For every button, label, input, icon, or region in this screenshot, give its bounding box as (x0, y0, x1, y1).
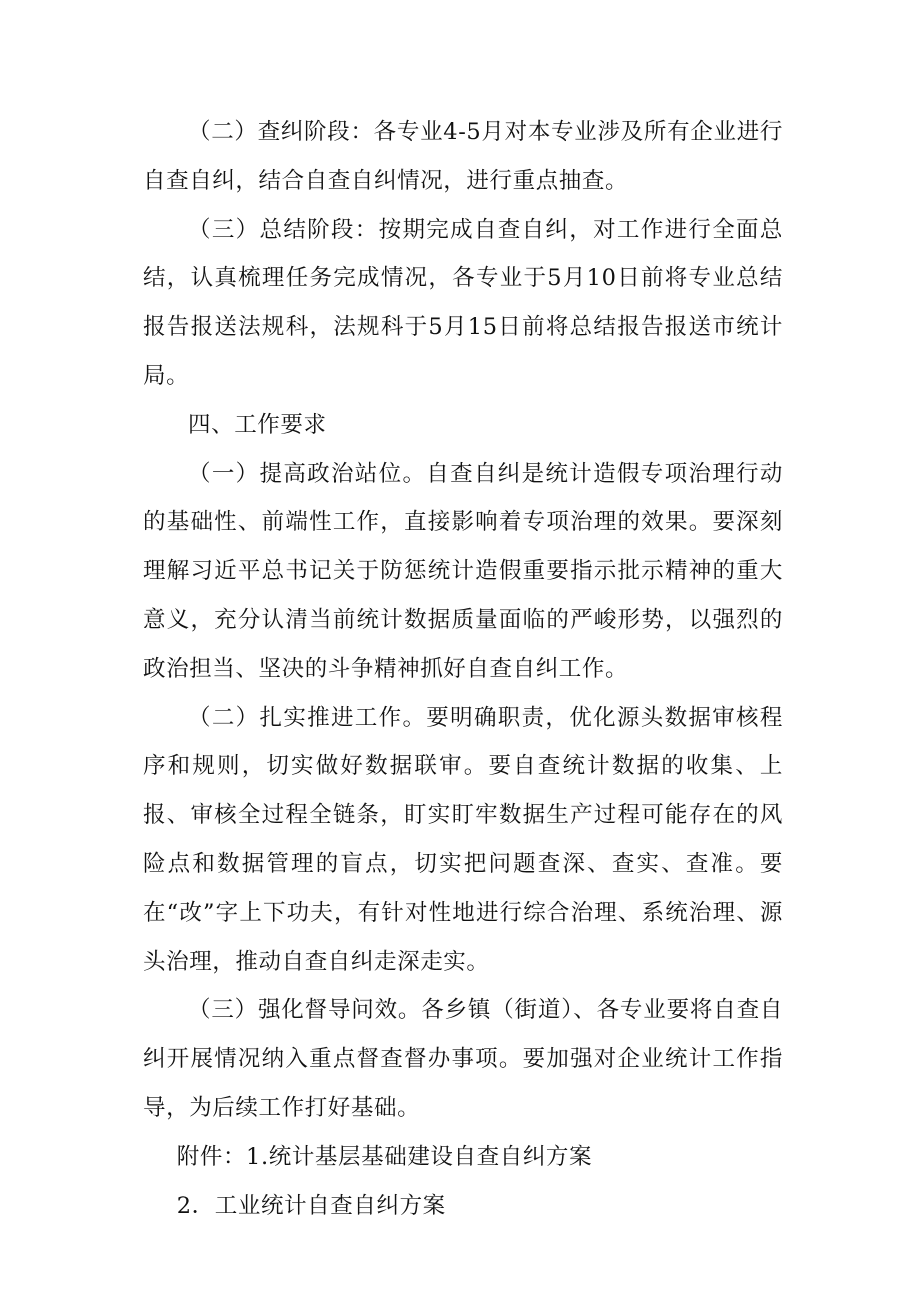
attachment-line-2: 2．工业统计自查自纠方案 (176, 1192, 446, 1219)
paragraph-advance-work: （二）扎实推进工作。要明确职责，优化源头数据审核程序和规则，切实做好数据联审。要自查统计数据的收集、上报、审核全过程全链条，盯实盯牢数据生产过程可能存在的风险点和数据管理的盲点，切实把问题查深、查实、查准。要在“改”字上下功夫，有针对性地进行综合治理、系统治理、源头治理，推动自查自纠走深走实。 (143, 704, 783, 975)
paragraph-political-stance: （一）提高政治站位。自查自纠是统计造假专项治理行动的基础性、前端性工作，直接影响着专项治理的效果。要深刻理解习近平总书记关于防惩统计造假重要指示批示精神的重大意义，充分认清当前统计数据质量面临的严峻形势，以强烈的政治担当、坚决的斗争精神抓好自查自纠工作。 (143, 460, 783, 682)
paragraph-summary-stage: （三）总结阶段：按期完成自查自纠，对工作进行全面总结，认真梳理任务完成情况，各专业于5月10日前将专业总结报告报送法规科，法规科于5月15日前将总结报告报送市统计局。 (143, 216, 783, 389)
document-body (143, 108, 783, 1230)
section-heading-work-requirements: 四、工作要求 (188, 411, 327, 438)
paragraph-supervision: （三）强化督导问效。各乡镇（街道）、各专业要将自查自纠开展情况纳入重点督查督办事项。要加强对企业统计工作指导，为后续工作打好基础。 (143, 997, 783, 1121)
paragraph-inspection-stage: （二）查纠阶段：各专业4-5月对本专业涉及所有企业进行自查自纠，结合自查自纠情况，进行重点抽查。 (143, 119, 783, 194)
attachment-line-1: 附件：1.统计基层基础建设自查自纠方案 (176, 1143, 593, 1170)
